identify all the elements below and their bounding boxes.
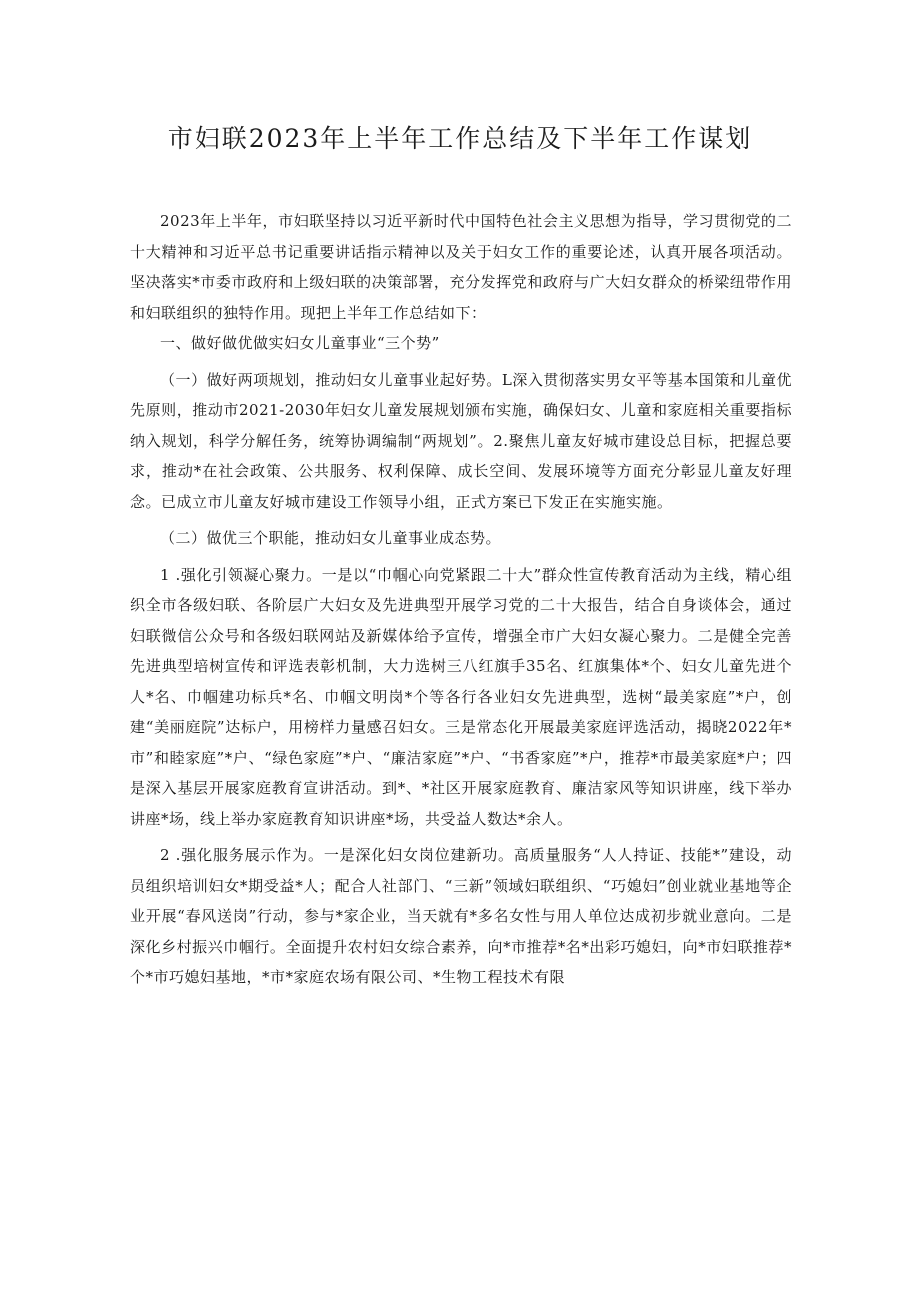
- paragraph-intro: 2023年上半年，市妇联坚持以习近平新时代中国特色社会主义思想为指导，学习贯彻党的二十大精神和习近平总书记重要讲话指示精神以及关于妇女工作的重要论述，认真开展各项活动。坚决落实*市委市政府和上级妇联的决策部署，充分发挥党和政府与广大妇女群众的桥梁纽带作用和妇联组织的独特作用。现把上半年工作总结如下：: [130, 212, 792, 322]
- document-title: 市妇联2023年上半年工作总结及下半年工作谋划: [167, 124, 753, 153]
- section-heading-1: 一、做好做优做实妇女儿童事业“三个势”: [160, 334, 440, 352]
- paragraph-guidance: 1 .强化引领凝心聚力。一是以“巾帼心向党紧跟二十大”群众性宣传教育活动为主线，精心组织全市各级妇联、各阶层广大妇女及先进典型开展学习党的二十大报告，结合自身谈体会，通过妇联微信公众号和各级妇联网站及新媒体给予宣传，增强全市广大妇女凝心聚力。二是健全完善先进典型培树宣传和评选表彰机制，大力选树三八红旗手35名、红旗集体*个、妇女儿童先进个人*名、巾帼建功标兵*名、巾帼文明岗*个等各行各业妇女先进典型，选树“最美家庭”*户，创建“美丽庭院”达标户，用榜样力量感召妇女。三是常态化开展最美家庭评选活动，揭晓2022年*市”和睦家庭”*户、“绿色家庭”*户、“廉洁家庭”*户、“书香家庭”*户，推荐*市最美家庭*户；四是深入基层开展家庭教育宣讲活动。到*、*社区开展家庭教育、廉洁家风等知识讲座，线下举办讲座*场，线上举办家庭教育知识讲座*场，共受益人数达*余人。: [130, 565, 792, 828]
- paragraph-service: 2 .强化服务展示作为。一是深化妇女岗位建新功。高质量服务“人人持证、技能*”建设，动员组织培训妇女*期受益*人；配合人社部门、“三新”领域妇联组织、“巧媳妇”创业就业基地等企业开展“春风送岗”行动，参与*家企业，当天就有*多名女性与用人单位达成初步就业意向。二是深化乡村振兴巾帼行。全面提升农村妇女综合素养，向*市推荐*名*出彩巧媳妇，向*市妇联推荐*个*市巧媳妇基地，*市*家庭农场有限公司、*生物工程技术有限: [130, 846, 792, 986]
- subsection-heading-2: （二）做优三个职能，推动妇女儿童事业成态势。: [160, 529, 502, 547]
- document-body: [130, 206, 792, 993]
- paragraph-plans: （一）做好两项规划，推动妇女儿童事业起好势。L深入贯彻落实男女平等基本国策和儿童优先原则，推动市2021-2030年妇女儿童发展规划颁布实施，确保妇女、儿童和家庭相关重要指标纳入规划，科学分解任务，统筹协调编制“两规划”。2.聚焦儿童友好城市建设总目标，把握总要求，推动*在社会政策、公共服务、权利保障、成长空间、发展环境等方面充分彰显儿童友好理念。已成立市儿童友好城市建设工作领导小组，正式方案已下发正在实施实施。: [130, 370, 792, 511]
